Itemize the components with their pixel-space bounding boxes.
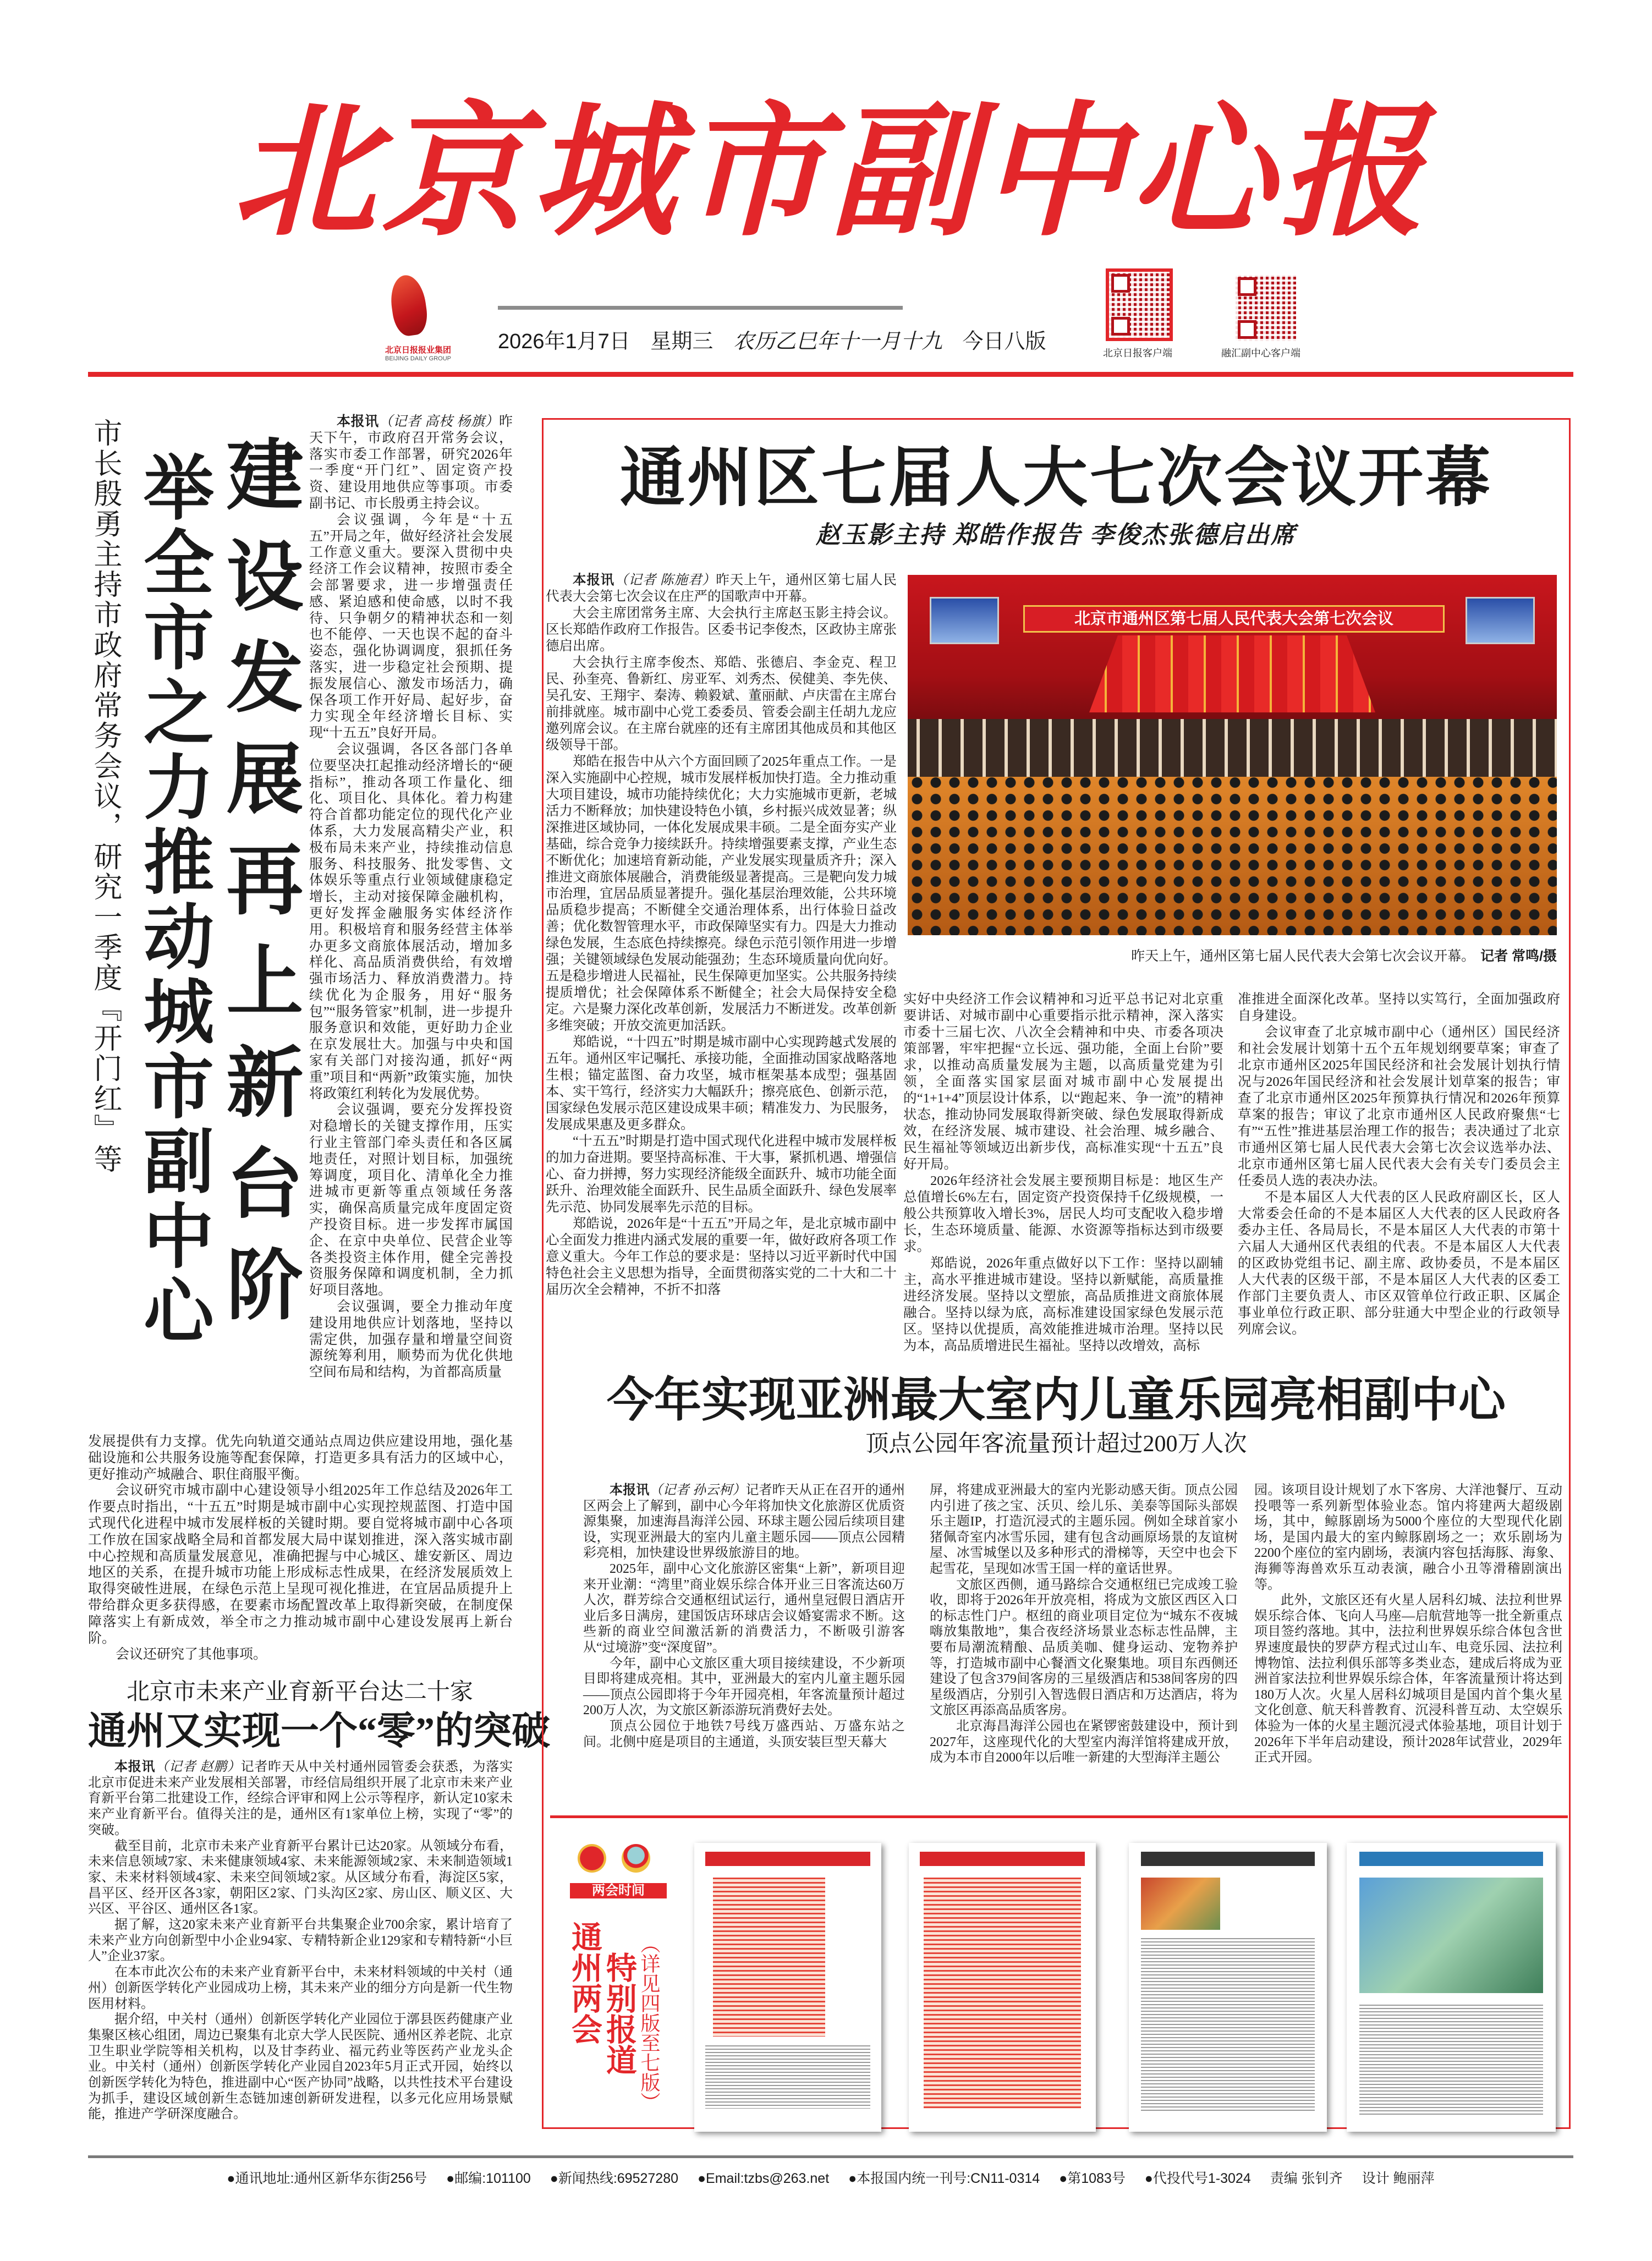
footer-issue: ●第1083号 [1059, 2171, 1126, 2186]
thumb-text [705, 2045, 870, 2109]
lunar-date: 农历乙巳年十一月十九 [733, 330, 942, 353]
dateline [498, 329, 1061, 354]
paragraph-text: 昨天下午，市政府召开常务会议，落实市委工作部署，研究2026年一季度“开门红”、固定资产投资、建设用地供应等事项。市委副书记、市长殷勇主持会议。 [309, 414, 513, 511]
two-sessions-note: （详见四版至七版） [638, 1934, 660, 2112]
congress-photo [908, 575, 1557, 935]
thumb-header [1359, 1852, 1543, 1866]
thumb-graphic [924, 1878, 1081, 2109]
paragraph-text: 记者昨天从中关村通州园管委会获悉，为落实北京市促进未来产业发展相关部署，市经信局组织开展了北京市未来产业育新平台第二批建设工作，经综合评审和网上公示等程序，新认定10家未来产业育新平台。值得关注的是，通州区有1家单位上榜，实现了“零”的突破。 [88, 1760, 513, 1837]
paragraph: 会议强调，要全力推动年度建设用地供应计划落地，坚持以需定供，加强存量和增量空间资源统筹利用，顺势而为优化供地空间布局和结构，为首都高质量 [309, 1299, 513, 1380]
masthead-divider [498, 306, 903, 310]
paragraph: 在本市此次公布的未来产业育新平台中，未来材料领域的中关村（通州）创新医学转化产业园成功上榜，其未来产业的细分方向是新一代生物医用材料。 [88, 1965, 513, 2011]
footer-postcode: ●邮编:101100 [446, 2171, 531, 2186]
paragraph: 会议强调，要充分发挥投资对稳增长的关键支撑作用，压实行业主管部门牵头责任和各区属地责任，对照计划目标，加强统筹调度，项目化、清单化全力推进城市更新等重点领域任务落实，确保高质量完成年度固定资产投资目标。进一步发挥市属国企、在京中央单位、民营企业等各类投资主体作用，健全完善投资服务保障和调度机制，全力抓好项目落地。 [309, 1102, 513, 1298]
paragraph: 大会主席团常务主席、大会执行主席赵玉影主持会议。区长郑皓作政府工作报告。区委书记李俊杰，区政协主席张德启出席。 [546, 606, 897, 654]
page-thumbnail[interactable] [694, 1843, 881, 2132]
photo-caption [908, 947, 1557, 965]
photo-screen-left [930, 597, 999, 644]
footer-editor: 责编 张钊齐 [1270, 2171, 1343, 2186]
two-sessions-title-1: 通州两会 [567, 1921, 601, 2044]
qr-label: 北京日报客户端 [1103, 348, 1172, 359]
paragraph: 郑皓说，2026年是“十五五”开局之年，是北京城市副中心全面发力推进内涵式发展的重要一年，做好政府各项工作意义重大。今年工作总的要求是：坚持以习近平新时代中国特色社会主义思想为指导，全面贯彻落实党的二十大和二十届历次全会精神，不折不扣落 [546, 1216, 897, 1297]
paragraph: 北京海昌海洋公园也在紧锣密鼓建设中，预计到2027年，这座现代化的大型室内海洋馆将建成开放，成为本市自2000年以后唯一新建的大型海洋主题公 [930, 1719, 1238, 1765]
photo-credit: 记者 常鸣/摄 [1480, 948, 1557, 964]
footer-address: ●通讯地址:通州区新华东街256号 [227, 2171, 427, 2186]
footer-info [88, 2170, 1573, 2187]
footer-email: ●Email:tzbs@263.net [697, 2171, 830, 2186]
paragraph: “十五五”时期是打造中国式现代化进程中城市发展样板的加力奋进期。要坚持高标准、干大事，紧抓机遇、增强信心、奋力拼搏，努力实现经济能级全面跃升、城市功能全面跃升、治理效能全面跃升、民生品质全面跃升、绿色发展率先示范、协同发展率先示范的目标。 [546, 1134, 897, 1215]
thumb-photo [1141, 1878, 1220, 1930]
paragraph: 2025年，副中心文化旅游区密集“上新”，新项目迎来开业潮：“湾里”商业娱乐综合体开业三日客流达60万人次，群芳综合交通枢纽试运行，通州皇冠假日酒店开业后多日满房，建国饭店环球店会议婚宴需求不断。这些新的商业空间激活新的消费活力，不断吸引游客从“过境游”变“深度留”。 [583, 1561, 905, 1655]
two-sessions-title-2: 特别报道 [602, 1952, 636, 2075]
footer-delivery-code: ●代投代号1-3024 [1144, 2171, 1251, 2186]
publisher-name-en: BEIJING DAILY GROUP [385, 355, 451, 362]
publisher-logo-text [380, 344, 457, 362]
paragraph: 实好中央经济工作会议精神和习近平总书记对北京重要讲话、对城市副中心重要指示批示精神，深入落实市委十三届七次、八次全会精神和中央、市委各项决策部署，牢牢把握“立长远、强功能，全面上台阶”要求，以推动高质量发展为主题，以高质量党建为引领，全面落实国家层面对城市副中心发展提出的“1+1+4”顶层设计体系，以“跑起来、争一流”的精神状态，推动协同发展取得新突破、绿色发展取得新成效，在经济发展、城市建设、社会治理、城乡融合、民生福祉等领域迈出新步伐，高标准实现“十五五”良好开局。 [903, 992, 1223, 1172]
photo-caption-text: 昨天上午，通州区第七届人民代表大会第七次会议开幕。 [1131, 949, 1475, 964]
photo-flags [1089, 635, 1375, 712]
dateline-lead: 本报讯 [114, 1759, 156, 1774]
paragraph: 郑皓说，“十四五”时期是城市副中心实现跨越式发展的五年。通州区牢记嘱托、承接功能，全面推动国家战略落地生根；锚定蓝图、奋力攻坚，城市框架基本成型；强基固本、实干笃行，经济实力大幅跃升；擦亮底色、创新示范，国家绿色发展示范区建设成果丰硕；精准发力、为民服务，发展成果惠及更多群众。 [546, 1035, 897, 1132]
park-article-col-2 [930, 1483, 1238, 1804]
park-article-col-3 [1254, 1483, 1562, 1804]
publisher-name-cn: 北京日报报业集团 [385, 345, 451, 355]
paragraph: 截至目前，北京市未来产业育新平台累计已达20家。从领域分布看，未来信息领域7家、未来健康领域4家、未来能源领域2家、未来制造领域1家、未来材料领域4家、未来空间领域2家。从区域分布看，海淀区5家，昌平区、经开区各3家，朝阳区2家、门头沟区2家、房山区、顺义区、大兴区、平谷区、通州区各1家。 [88, 1839, 513, 1917]
left-article-body-wide [88, 1434, 513, 1662]
paragraph: 据介绍，中关村（通州）创新医学转化产业园位于漷县医药健康产业集聚区核心组团，周边已聚集有北京大学人民医院、通州区养老院、北京卫生职业学院等相关机构，以及甘李药业、福元药业等医药产业龙头企业。中关村（通州）创新医学转化产业园自2023年5月正式开园，始终以创新医学转化为特色，推进副中心“医产协同”战略，以共性技术平台建设为抓手，建设区域创新生态链加速创新研发进程，以多元化应用场景赋能，推进产学研深度融合。 [88, 2012, 513, 2122]
paragraph: 2026年经济社会发展主要预期目标是：地区生产总值增长6%左右，固定资产投资保持千亿级规模，一般公共预算收入增长3%，居民人均可支配收入稳步增长，生态环境质量、能源、水资源等指标达到市级要求。 [903, 1173, 1223, 1254]
photo-presidium [908, 719, 1557, 777]
paragraph: 会议强调，今年是“十五五”开局之年，做好经济社会发展工作意义重大。要深入贯彻中央经济工作会议精神，按照市委全会部署要求，进一步增强责任感、紧迫感和使命感，以时不我待、只争朝夕的精神状态和一刻也不能停、一天也误不起的奋斗姿态，强化协调调度，狠抓任务落实，进一步稳定社会预期、提振发展信心、激发市场活力，确保各项工作开好局、起好步，奋力实现全年经济增长目标、实现“十五五”良好开局。 [309, 512, 513, 741]
bottom-left-body [88, 1759, 513, 2139]
park-headline: 今年实现亚洲最大室内儿童乐园亮相副中心 [607, 1374, 1506, 1426]
left-article-body-narrow [309, 414, 513, 1433]
paragraph: 此外，文旅区还有火星人居科幻城、法拉利世界娱乐综合体、飞向人马座—启航营地等一批全新重点项目签约落地。其中，法拉利世界娱乐综合体包含世界速度最快的罗萨方程式过山车、电竞乐园、法拉利博物馆、法拉利俱乐部等多类业态，建成后将成为亚洲首家法拉利世界娱乐综合体，年客流量预计将达到180万人次。火星人居科幻城项目是国内首个集火星文化创意、航天科普教育、沉浸科普互动、太空娱乐体验为一体的火星主题沉浸式体验基地，项目计划于2026年下半年启动建设，预计2028年试营业，2029年正式开园。 [1254, 1593, 1562, 1765]
paragraph: 会议审查了北京城市副中心（通州区）国民经济和社会发展计划第十五个五年规划纲要草案；审查了北京市通州区2025年国民经济和社会发展计划执行情况与2026年国民经济和社会发展计划草案的报告；审查了北京市通州区2025年预算执行情况和2026年预算草案的报告；审议了北京市通州区人民政府聚焦“七有”“五性”推进基层治理工作的报告；表决通过了北京市通州区第七届人民代表大会第七次会议选举办法、北京市通州区第七届人民代表大会有关专门委员会主任委员人选的表决办法。 [1238, 1025, 1560, 1188]
paragraph: 郑皓在报告中从六个方面回顾了2025年重点工作。一是深入实施副中心控规，城市发展样板加快打造。全力推动重大项目建设，城市功能持续优化；大力实施城市更新，老城活力不断释放；加快建设特色小镇，乡村振兴成效显著；纵深推进区域协同，一体化发展成果丰硕。二是全面夯实产业基础，综合竞争力接续跃升。持续增强要素支撑，产业生态不断优化；加速培育新动能，产业发展实现量质齐升；深入推进文商旅体展融合，消费能级显著提高。三是靶向发力城市治理，宜居品质显著提升。强化基层治理效能，公共环境品质稳步提高；不断健全交通治理体系，出行体验日益改善；优化数智管理水平，市政保障坚实有力。四是大力推动绿色发展，生态底色持续擦亮。绿色示范引领作用进一步增强；关键领域绿色发展动能强劲；生态环境质量向优向好。五是稳步增进人民福祉，民生保障更加坚实。公共服务持续提质增优；社会保障体系不断健全；社会大局保持安全稳定。六是聚力深化改革创新，发展活力不断迸发。改革创新多维突破；开放交流更加活跃。 [546, 754, 897, 1033]
publisher-logo-icon [388, 273, 430, 338]
paragraph: 据了解，这20家未来产业育新平台共集聚企业700余家，累计培育了未来产业方向创新型中小企业94家、专精特新企业129家和专精特新“小巨人”企业37家。 [88, 1918, 513, 1964]
footer-issn: ●本报国内统一刊号:CN11-0314 [848, 2171, 1040, 2186]
qr-code-icon[interactable] [1232, 272, 1299, 344]
page-thumbnail[interactable] [1347, 1843, 1556, 2132]
cppcc-emblem-icon [622, 1844, 650, 1873]
byline: （记者 高枝 杨旗） [378, 414, 499, 429]
paragraph: 园。该项目设计规划了水下客房、大洋池餐厅、互动投喂等一系列新型体验业态。馆内将建两大超级剧场，其中，鲸豚剧场为5000个座位的大型现代化剧场，是国内最大的室内鲸豚剧场之一；欢乐剧场为2200个座位的室内剧场，表演内容包括海豚、海象、海狮等海兽欢乐互动表演，融合小丑等滑稽剧演出等。 [1254, 1483, 1562, 1592]
qr-label: 融汇副中心客户端 [1221, 348, 1300, 359]
left-article-kicker: 市长殷勇主持市政府常务会议，研究一季度『开门红』等 [89, 418, 120, 1175]
page-thumbnail[interactable] [909, 1843, 1096, 2132]
thumb-header [1141, 1852, 1315, 1866]
page-thumbnail[interactable] [1129, 1843, 1327, 2132]
dateline-lead: 本报讯 [610, 1483, 650, 1497]
masthead-title: 北京城市副中心报 [232, 94, 1429, 253]
bottom-left-subheadline: 北京市未来产业育新平台达二十家 [126, 1680, 473, 1705]
paragraph-text: 记者昨天从正在召开的通州区两会上了解到，副中心今年将加快文化旅游区优质资源集聚，加速海昌海洋公园、环球主题公园后续项目建设，实现亚洲最大的室内儿童主题乐园——顶点公园精彩亮相，加快建设世界级旅游目的地。 [583, 1483, 905, 1561]
issue-date: 2026年1月7日 [498, 330, 630, 353]
paragraph [546, 572, 897, 605]
left-article-headline-2: 建设发展再上新台阶 [215, 435, 300, 1346]
thumb-header [920, 1852, 1084, 1866]
bottom-left-headline: 通州又实现一个“零”的突破 [88, 1710, 550, 1753]
left-article-headline-1: 举全市之力推动城市副中心 [133, 451, 211, 1349]
paragraph: 文旅区西侧，通马路综合交通枢纽已完成竣工验收，即将于2026年开放亮相，将成为文旅区西区入口的标志性门户。枢纽的商业项目定位为“城东不夜城 嗨放集散地”，集合夜经济场景业态标志性品牌，主要布局潮流精酿、品质美咖、健身运动、宠物养护等，打造城市副中心餐酒文化聚集地。项目东西侧还建设了包含379间客房的三星级酒店和538间客房的四星级酒店，分别引入智选假日酒店和万达酒店，将为文旅区再添高品质客房。 [930, 1577, 1238, 1718]
national-emblem-icon [578, 1844, 606, 1873]
dateline-lead: 本报讯 [337, 414, 379, 429]
main-article-col-1 [546, 572, 897, 1348]
byline: （记者 陈施君） [614, 573, 716, 588]
two-sessions-label: 两会时间 [570, 1883, 667, 1898]
main-article-col-3 [1238, 991, 1560, 1349]
main-headline: 通州区七届人大七次会议开幕 [619, 442, 1492, 514]
thumb-graphic [713, 1878, 825, 2037]
paragraph-text: 昨天上午，通州区第七届人民代表大会第七次会议在庄严的国歌声中开幕。 [546, 573, 897, 604]
paragraph: 大会执行主席李俊杰、郑皓、张德启、李金克、程卫民、孙奎亮、鲁新红、房亚军、刘秀杰、侯健美、李先侠、吴孔安、王翔宇、秦涛、赖毅斌、董丽献、卢庆雷在主席台前排就座。城市副中心党工委委员、管委会副主任胡九龙应邀列席会议。在主席台就座的还有主席团其他成员和其他区级领导干部。 [546, 655, 897, 753]
park-subheadline: 顶点公园年客流量预计超过200万人次 [865, 1431, 1247, 1457]
thumb-text [1141, 1938, 1315, 2111]
paragraph: 郑皓说，2026年重点做好以下工作：坚持以副辅主，高水平推进城市建设。坚持以新赋能，高质量推进经济发展。坚持以文塑旅，高品质推进文商旅体展融合。坚持以绿为底，高标准建设国家绿色发展示范区。坚持以优提质，高效能推进城市治理。坚持以民为本，高品质增进民生福祉。坚持以改增效，高标 [903, 1256, 1223, 1353]
paragraph: 不是本届区人大代表的区人民政府副区长，区人大常委会任命的不是本届区人大代表的区人民政府各委办主任、各局局长，不是本届区人大代表的市第十六届人大通州区代表组的代表。不是本届区人大代表的区政协党组书记、副主席、政协委员，不是本届区人大代表的区级干部，不是本届区人大代表的区委工作部门主要负责人、市区双管单位行政正职、区属企事业单位行政正职、部分驻通大中型企业的行政领导列席会议。 [1238, 1190, 1560, 1337]
photo-banner: 北京市通州区第七届人民代表大会第七次会议 [1023, 605, 1445, 633]
paragraph: 会议强调，各区各部门各单位要坚决扛起推动经济增长的“硬指标”，推动各项工作量化、细化、项目化、具体化。着力构建符合首都功能定位的现代化产业体系，大力发展高精尖产业，积极布局未来产业，持续推动信息服务、科技服务、批发零售、文体娱乐等重点行业领域健康稳定增长，主动对接保障金融机构，更好发挥金融服务实体经济作用。积极培育和服务经营主体举办更多文商旅体展活动，增加多样化、高品质消费供给，有效增强市场活力、释放消费潜力。持续优化为企服务，用好“服务包”“服务管家”机制，进一步提升服务意识和效能，更好助力企业在京发展壮大。加强与中央和国家有关部门对接沟通，抓好“两重”项目和“两新”政策实施，加快将政策红利转化为发展优势。 [309, 742, 513, 1101]
thumb-photo [1359, 1878, 1543, 1993]
paragraph: 会议研究市城市副中心建设领导小组2025年工作总结及2026年工作要点时指出，“十五五”时期是城市副中心实现控规蓝图、打造中国式现代化进程中城市发展样板的关键时期。要自觉将城市副中心各项工作放在国家战略全局和首都发展大局中谋划推进，深入落实城市副中心控规和高质量发展意见，准确把握与中心城区、雄安新区、周边地区的关系，在提升城市功能上形成标志性成果，在经济发展质效上取得突破性进展，在绿色示范上呈现可视化推进，在宜居品质提升上带给群众更多获得感，在要素市场配置改革上取得新突破，在制度保障落实上有新成效，举全市之力推动城市副中心建设发展再上新台阶。 [88, 1483, 513, 1646]
paragraph: 发展提供有力支撑。优先向轨道交通站点周边供应建设用地，强化基础设施和公共服务设施等配套保障，打造更多具有活力的区域中心，更好推动产城融合、职住商服平衡。 [88, 1434, 513, 1482]
section-red-rule [550, 1815, 1568, 1818]
footer-hotline: ●新闻热线:69527280 [550, 2171, 678, 2186]
photo-screen-right [1466, 597, 1535, 644]
paragraph [309, 414, 513, 512]
page-count: 今日八版 [962, 330, 1046, 353]
paragraph: 准推进全面深化改革。坚持以实笃行，全面加强政府自身建设。 [1238, 992, 1560, 1023]
paragraph [583, 1483, 905, 1561]
masthead-red-rule [88, 372, 1573, 377]
paragraph [88, 1759, 513, 1839]
footer-rule [88, 2155, 1573, 2158]
paragraph: 顶点公园位于地铁7号线万盛西站、万盛东站之间。北侧中庭是项目的主通道，头顶安装巨型天幕大 [583, 1719, 905, 1749]
main-article-col-2 [903, 991, 1223, 1353]
qr-code-icon[interactable] [1106, 268, 1173, 341]
byline: （记者 赵鹏） [155, 1760, 241, 1774]
park-article-col-1 [583, 1483, 905, 1804]
thumb-text [1359, 2005, 1543, 2115]
paragraph: 屏，将建成亚洲最大的室内光影动感天街。顶点公园内引进了孩之宝、沃贝、绘儿乐、美泰等国际头部娱乐主题IP，打造沉浸式的主题乐园。例如全球首家小猪佩奇室内冰雪乐园，建有包含动画原场景的友谊树屋、冰雪城堡以及多种形式的滑梯等，天空中也会下起雪花，呈现如冰雪王国一样的童话世界。 [930, 1483, 1238, 1576]
byline: （记者 孙云柯） [649, 1483, 746, 1497]
paragraph: 会议还研究了其他事项。 [116, 1647, 267, 1662]
paragraph: 今年，副中心文旅区重大项目接续建设，不少新项目即将建成亮相。其中，亚洲最大的室内儿童主题乐园——顶点公园即将于今年开园亮相，年客流量预计超过200万人次，为文旅区新添游玩消费好去处。 [583, 1656, 905, 1718]
thumb-header [705, 1852, 870, 1866]
footer-designer: 设计 鲍丽萍 [1362, 2171, 1435, 2186]
weekday: 星期三 [650, 330, 714, 353]
dateline-lead: 本报讯 [573, 573, 615, 588]
photo-audience [908, 777, 1557, 935]
main-subheadline: 赵玉影主持 郑皓作报告 李俊杰张德启出席 [816, 522, 1297, 548]
